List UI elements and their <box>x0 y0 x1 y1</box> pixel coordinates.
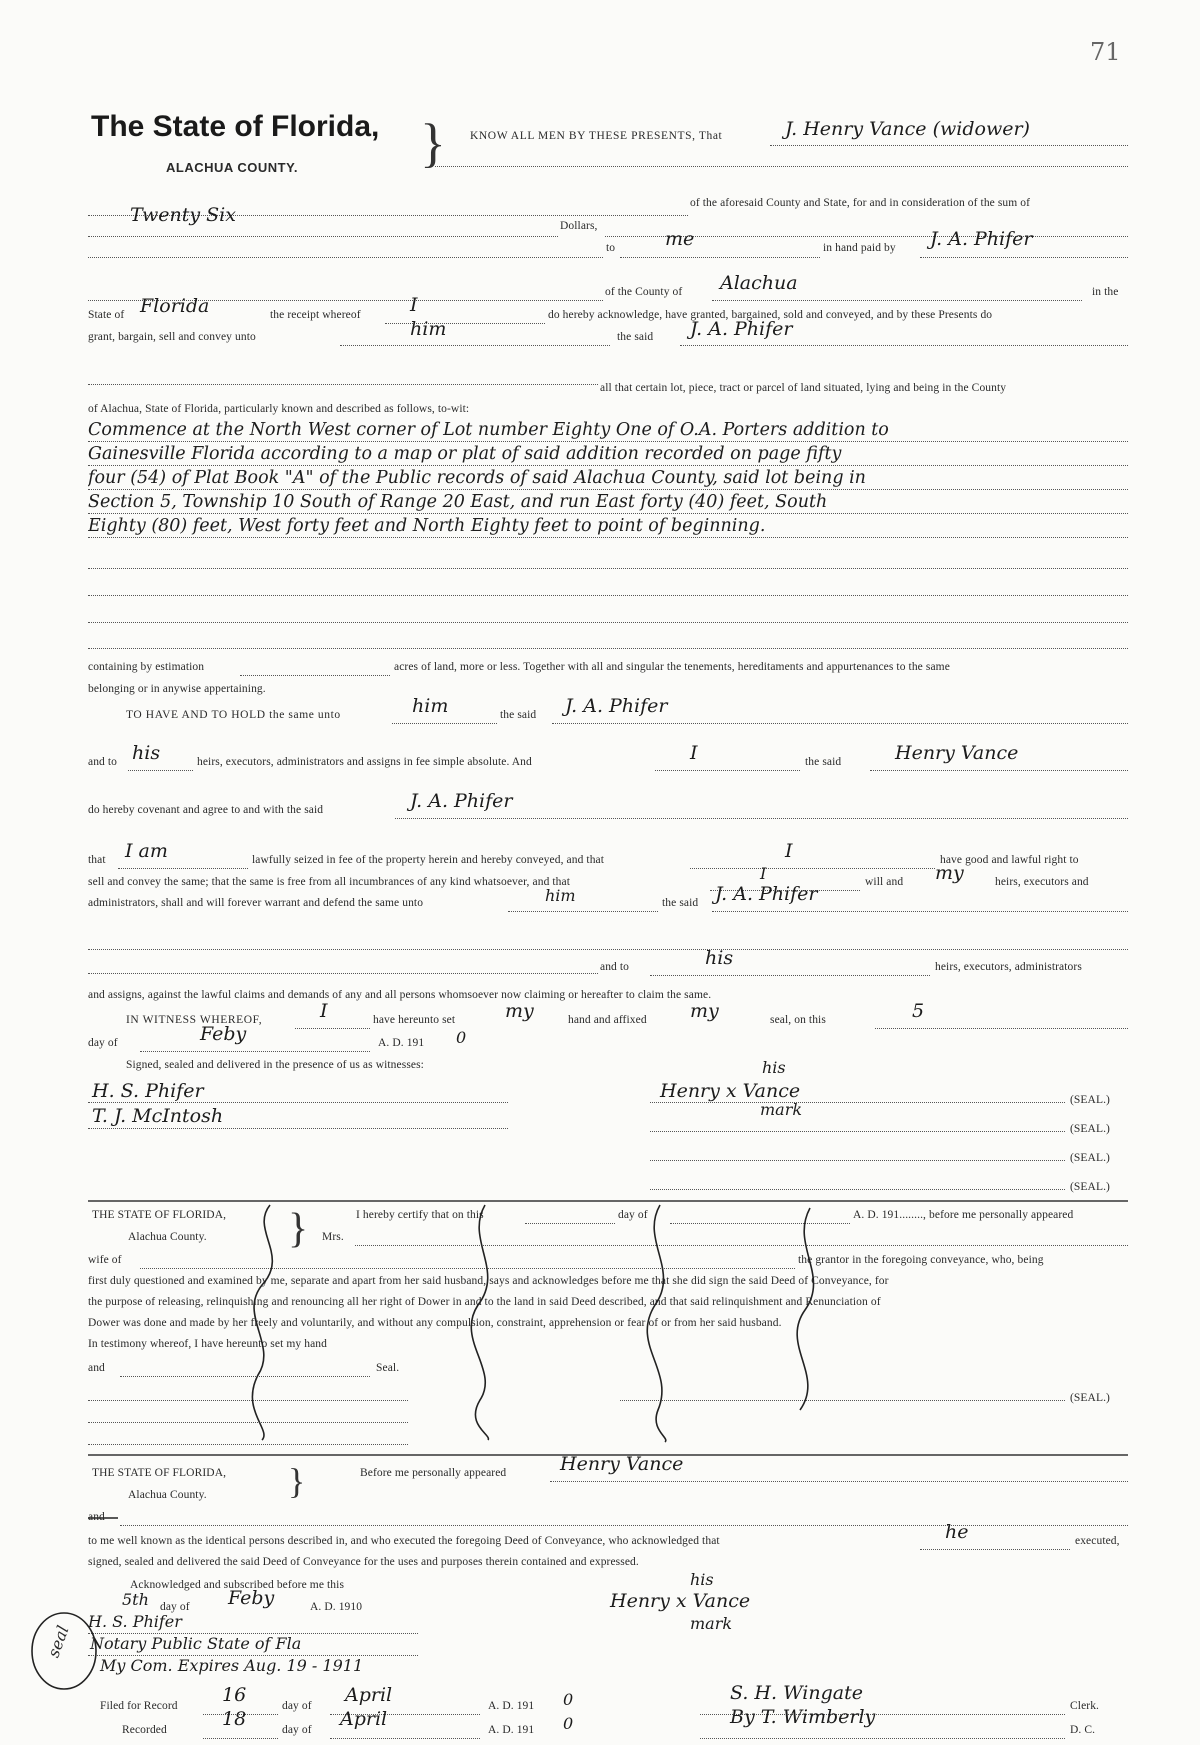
habendum-the-said: the said <box>500 709 537 721</box>
line-notary-2 <box>88 1655 418 1656</box>
ack-signed-line: signed, sealed and delivered the said Deed of Conveyance for the uses and purposes therein contained and expressed. <box>88 1556 639 1568</box>
grantee-name: J. A. Phifer <box>690 318 793 340</box>
notary-title: Notary Public State of Fla <box>90 1634 302 1653</box>
admin-line-text: administrators, shall and will forever warrant and defend the same unto <box>88 897 424 909</box>
do-hereby-text: do hereby acknowledge, have granted, bargained, sold and conveyed, and by these Presents do <box>548 309 993 321</box>
legal-line-5: Eighty (80) feet, West forty feet and North Eighty feet to point of beginning. <box>88 516 766 536</box>
of-county-label: of the County of <box>605 286 683 298</box>
county-name: Alachua <box>720 272 798 294</box>
witness-day: 5 <box>912 1000 925 1022</box>
in-hand-paid-label: in hand paid by <box>823 242 896 254</box>
notary-commission: My Com. Expires Aug. 19 - 1911 <box>100 1656 364 1675</box>
containing-label: containing by estimation <box>88 661 205 673</box>
i-2: I <box>785 840 793 862</box>
clerk-label: Clerk. <box>1070 1700 1100 1712</box>
state-of-label: State of <box>88 309 125 321</box>
assigns-line: and assigns, against the lawful claims and demands of any and all persons whomsoever now claiming or hereafter to claim the same. <box>88 989 712 1001</box>
and-to-2-label: and to <box>600 961 630 973</box>
dower-certify: I hereby certify that on this <box>356 1209 484 1221</box>
his-1: his <box>132 742 161 764</box>
receipt-whereof-label: the receipt whereof <box>270 309 361 321</box>
acres-text: acres of land, more or less. Together with all and singular the tenements, hereditaments and appurtenances to the same <box>394 661 950 673</box>
witness-i: I <box>320 1000 328 1022</box>
ack-and-struck: and <box>88 1511 105 1523</box>
grantee-covenant: J. A. Phifer <box>410 790 513 812</box>
legal-line-3: four (54) of Plat Book "A" of the Public records of said Alachua County, said lot being in <box>88 468 866 488</box>
his-2: his <box>705 947 734 969</box>
dower-state: THE STATE OF FLORIDA, <box>92 1209 227 1221</box>
heirs-exec-text: heirs, executors and <box>995 876 1089 888</box>
habendum-grantee: J. A. Phifer <box>565 695 668 717</box>
ack-ad: A. D. 1910 <box>310 1601 363 1613</box>
i-am: I am <box>125 840 168 862</box>
state-name: Florida <box>140 295 210 317</box>
him-2: him <box>545 886 576 905</box>
have-set-label: have hereunto set <box>373 1014 456 1026</box>
dower-grantor-text: the grantor in the foregoing conveyance, who, being <box>798 1254 1044 1266</box>
consideration-text: of the aforesaid County and State, for and in consideration of the sum of <box>690 197 1031 209</box>
belonging-text: belonging or in anywise appertaining. <box>88 683 266 695</box>
ack-day: 5th <box>122 1590 149 1609</box>
witness-month: Feby <box>200 1023 247 1045</box>
witness-1-name: H. S. Phifer <box>92 1080 204 1102</box>
grantee-pronoun: him <box>410 318 447 340</box>
grant-line-label: grant, bargain, sell and convey unto <box>88 331 256 343</box>
dower-seal: Seal. <box>376 1362 400 1374</box>
all-that-certain-text: all that certain lot, piece, tract or parcel of land situated, lying and being in the County <box>600 382 1007 394</box>
dower-line-3: Dower was done and made by her freely and voluntarily, and without any compulsion, constraint, apprehension or fear of or from her said husband. <box>88 1317 782 1329</box>
witness-year-digit: 0 <box>456 1028 467 1047</box>
my-1: my <box>935 862 964 884</box>
line-recorded-day <box>203 1738 278 1739</box>
legal-line-4: Section 5, Township 10 South of Range 20 East, and run East forty (40) feet, South <box>88 492 828 512</box>
ack-well-known: to me well known as the identical persons described in, and who executed the foregoing Deed of Conveyance, who acknowledged that <box>88 1535 720 1547</box>
dower-brace: } <box>288 1206 309 1252</box>
covenant-text: do hereby covenant and agree to and with the said <box>88 804 324 816</box>
dower-ad: A. D. 191........, before me personally appeared <box>853 1209 1074 1221</box>
dower-county: Alachua County. <box>128 1231 207 1243</box>
page-number: 71 <box>1090 38 1121 66</box>
have-good-text: have good and lawful right to <box>940 854 1079 866</box>
dower-line-1: first duly questioned and examined by me, separate and apart from her said husband, says and acknowledges before me that she did sign the said Deed of Conveyance, for <box>88 1275 889 1287</box>
notary-name: H. S. Phifer <box>88 1612 182 1631</box>
squiggle-2 <box>471 1205 488 1440</box>
ack-before-me: Before me personally appeared <box>360 1467 507 1479</box>
to-whom: me <box>665 228 695 250</box>
filed-ad: A. D. 191 <box>488 1700 535 1712</box>
legal-line-1: Commence at the North West corner of Lot number Eighty One of O.A. Porters addition to <box>88 420 889 440</box>
legal-line-2: Gainesville Florida according to a map or plat of said addition recorded on page fifty <box>88 444 842 464</box>
signer-his: his <box>762 1058 786 1077</box>
to-label: to <box>606 242 616 254</box>
ack-signer-mark: mark <box>690 1614 733 1633</box>
recorded-label: Recorded <box>122 1724 167 1736</box>
header-brace: } <box>420 113 446 173</box>
ad-label: A. D. 191 <box>378 1037 425 1049</box>
the-said-label: the said <box>617 331 654 343</box>
hand-affixed-label: hand and affixed <box>568 1014 647 1026</box>
amount-words: Twenty Six <box>130 204 236 226</box>
dc-label: D. C. <box>1070 1724 1096 1736</box>
seal-2: (SEAL.) <box>1070 1123 1110 1135</box>
ack-appeared: Henry Vance <box>560 1453 684 1475</box>
filed-day: 16 <box>222 1684 247 1706</box>
dower-and: and <box>88 1362 105 1374</box>
dower-seal-right: (SEAL.) <box>1070 1392 1110 1404</box>
squiggle-4 <box>797 1208 813 1410</box>
squiggle-3 <box>647 1205 666 1442</box>
dower-wife-of: wife of <box>88 1254 122 1266</box>
recorded-year-digit: 0 <box>563 1714 574 1733</box>
ack-executed: executed, <box>1075 1535 1120 1547</box>
signer-name: Henry x Vance <box>660 1080 801 1102</box>
heirs-text: heirs, executors, administrators and assigns in fee simple absolute. And <box>197 756 532 768</box>
ack-signer-his: his <box>690 1570 714 1589</box>
filed-label: Filed for Record <box>100 1700 178 1712</box>
ack-county: Alachua County. <box>128 1489 207 1501</box>
recorded-day-of: day of <box>282 1724 312 1736</box>
in-the-label: in the <box>1092 286 1119 298</box>
dower-line-2: the purpose of releasing, relinquishing and renouncing all her right of Dower in and to the land in said Deed described, and that said relinquishment and Renunciation of <box>88 1296 881 1308</box>
payer-name: J. A. Phifer <box>930 228 1033 250</box>
line-ack-he <box>920 1549 1070 1550</box>
know-all-men-label: KNOW ALL MEN BY THESE PRESENTS, That <box>470 130 723 142</box>
seal-stamp-text: seal <box>43 1623 73 1660</box>
signer-mark: mark <box>760 1100 803 1119</box>
squiggle-1 <box>252 1205 272 1440</box>
line-dc <box>700 1738 1065 1739</box>
witness-my-2: my <box>690 1000 719 1022</box>
filed-year-digit: 0 <box>563 1690 574 1709</box>
ack-month: Feby <box>228 1587 275 1609</box>
and-to-label: and to <box>88 756 118 768</box>
line-ack-appeared <box>550 1481 1128 1482</box>
seal-3: (SEAL.) <box>1070 1152 1110 1164</box>
ack-signer: Henry x Vance <box>610 1590 751 1612</box>
the-said-2: the said <box>805 756 842 768</box>
grantee-3: J. A. Phifer <box>715 883 818 905</box>
grantor-habendum: Henry Vance <box>895 742 1019 764</box>
filed-day-of: day of <box>282 1700 312 1712</box>
recorded-month: April <box>340 1708 388 1730</box>
grantor-name: J. Henry Vance (widower) <box>785 118 1030 140</box>
recorded-ad: A. D. 191 <box>488 1724 535 1736</box>
sell-line-text: sell and convey the same; that the same is free from all incumbrances of any kind whatsoever, and that <box>88 876 571 888</box>
will-and-label: will and <box>865 876 904 888</box>
line-recorded-month <box>330 1738 480 1739</box>
habendum-pronoun: him <box>412 695 449 717</box>
dower-testimony: In testimony whereof, I have hereunto set my hand <box>88 1338 327 1350</box>
i-1: I <box>690 742 698 764</box>
signed-sealed-text: Signed, sealed and delivered in the presence of us as witnesses: <box>126 1059 424 1071</box>
ack-brace: } <box>288 1461 306 1501</box>
to-have-label: TO HAVE AND TO HOLD the same unto <box>126 709 341 721</box>
state-title: The State of Florida, <box>91 110 380 143</box>
line-ack-and <box>120 1525 1128 1526</box>
dower-mrs: Mrs. <box>322 1231 344 1243</box>
dollars-label: Dollars, <box>560 220 598 232</box>
county-title: ALACHUA COUNTY. <box>166 160 298 175</box>
seal-4: (SEAL.) <box>1070 1181 1110 1193</box>
receipt-by: I <box>410 294 418 316</box>
lawfully-text: lawfully seized in fee of the property herein and hereby conveyed, and that <box>252 854 605 866</box>
ack-he: he <box>945 1521 969 1543</box>
line-notary-1 <box>88 1633 418 1634</box>
witness-my: my <box>505 1000 534 1022</box>
filed-month: April <box>345 1684 393 1706</box>
recorded-day: 18 <box>222 1708 247 1730</box>
seal-on-this-label: seal, on this <box>770 1014 826 1026</box>
i-3: I <box>760 864 767 883</box>
seal-1: (SEAL.) <box>1070 1094 1110 1106</box>
in-witness-label: IN WITNESS WHEREOF, <box>126 1014 263 1026</box>
heirs-exec-2: heirs, executors, administrators <box>935 961 1082 973</box>
clerk-signature: S. H. Wingate <box>730 1682 863 1704</box>
ack-state: THE STATE OF FLORIDA, <box>92 1467 227 1479</box>
witness-2-name: T. J. McIntosh <box>92 1105 224 1127</box>
dc-signature: By T. Wimberly <box>730 1706 876 1728</box>
ack-subscribed: Acknowledged and subscribed before me this <box>130 1579 345 1591</box>
that-label: that <box>88 854 106 866</box>
the-said-3: the said <box>662 897 699 909</box>
ack-day-of: day of <box>160 1601 190 1613</box>
day-of-label: day of <box>88 1037 118 1049</box>
dower-day-of: day of <box>618 1209 648 1221</box>
particularly-text: of Alachua, State of Florida, particularly known and described as follows, to-wit: <box>88 403 470 415</box>
